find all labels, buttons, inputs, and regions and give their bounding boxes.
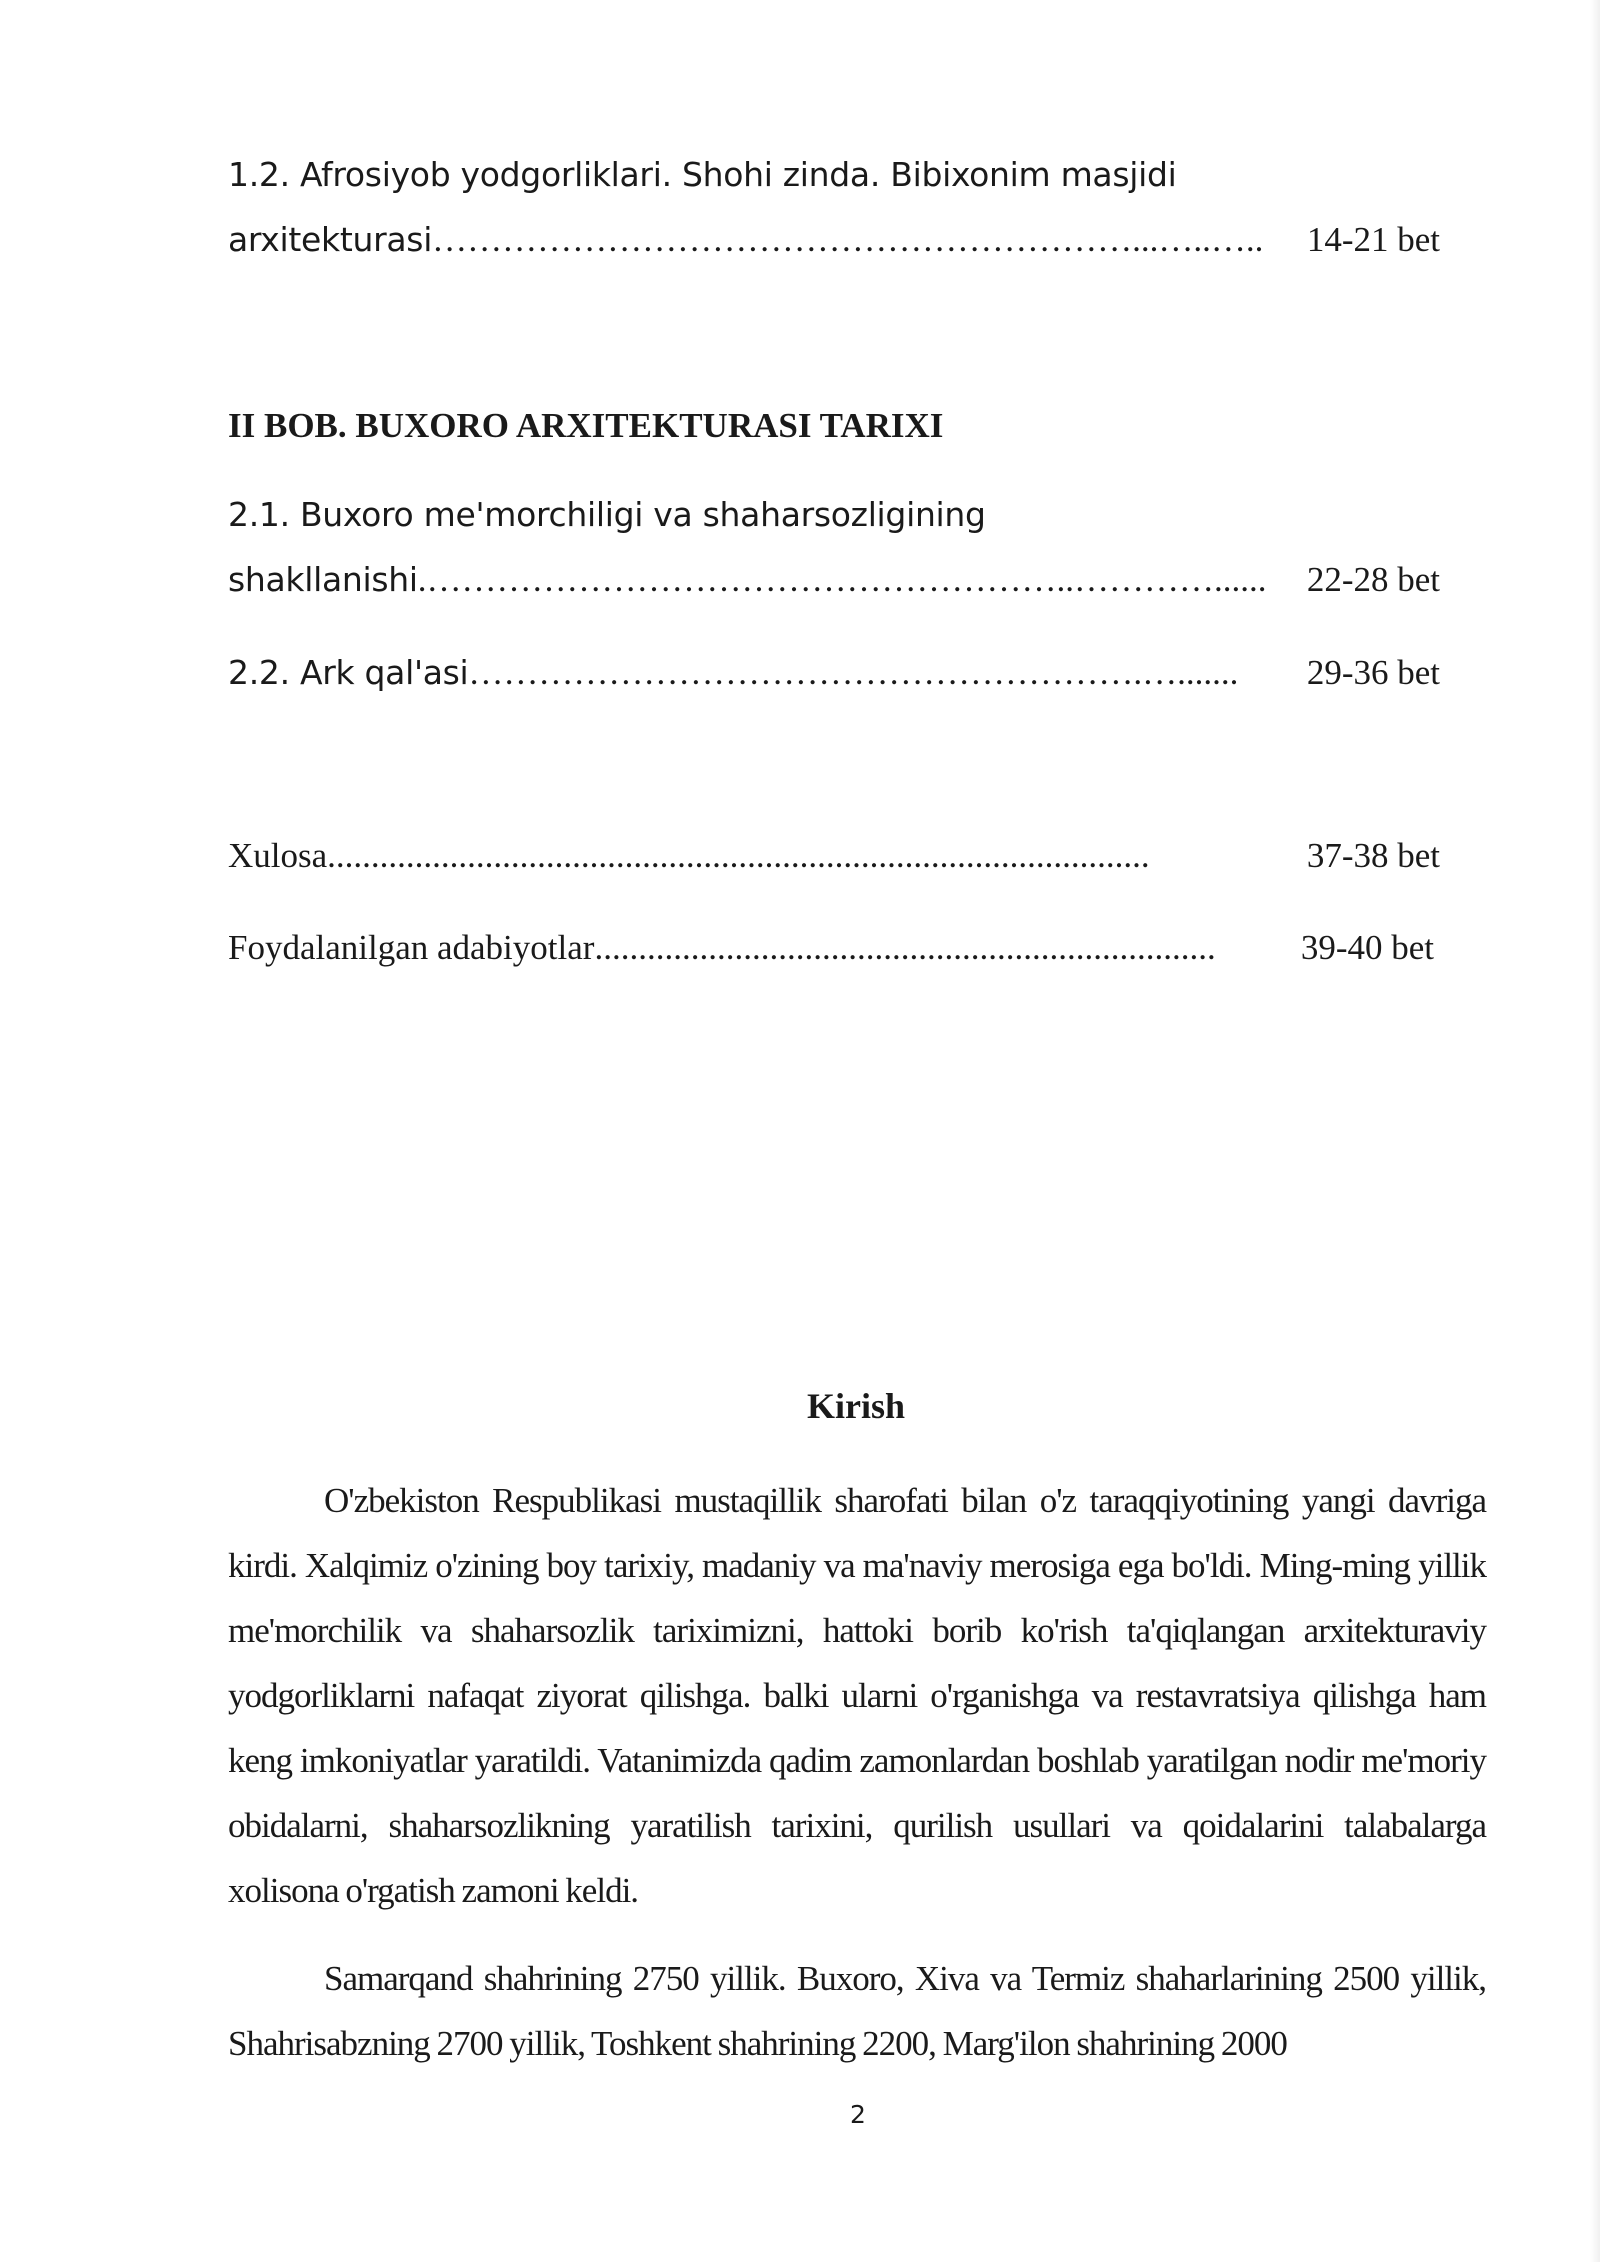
toc-item-2-1-label: shakllanishi	[228, 560, 418, 599]
toc-conclusion-pages: 37-38 bet	[1306, 836, 1440, 875]
toc-item-1-2-label: arxitekturasi	[228, 220, 433, 259]
toc-references-label: Foydalanilgan adabiyotlar	[228, 928, 595, 967]
toc-item-2-1-leader: .………………………………………………..…………......	[417, 562, 1267, 597]
chapter-2-title: II BOB. BUXORO ARXITEKTURASI TARIXI	[228, 406, 944, 445]
toc-item-1-2-leader: ……………………………………………………...…..…..	[432, 222, 1264, 257]
toc-item-2-2-entry	[228, 655, 1440, 690]
page-number: 2	[850, 2100, 866, 2129]
toc-references-pages: 39-40 bet	[1300, 928, 1434, 967]
toc-conclusion-leader: ..............................................................................................	[327, 838, 1150, 873]
introduction-heading: Kirish	[806, 1386, 905, 1426]
toc-conclusion-label: Xulosa	[228, 836, 328, 875]
toc-item-2-1-entry	[228, 562, 1440, 597]
toc-item-2-1-pages: 22-28 bet	[1306, 560, 1440, 599]
toc-item-1-2-title: 1.2. Afrosiyob yodgorliklari. Shohi zinda. Bibixonim masjidi	[228, 155, 1177, 194]
introduction-paragraph-1: O'zbekiston Respublikasi mustaqillik sharofati bilan o'z taraqqiyotining yangi davriga kirdi. Xalqimiz o'zining boy tarixiy, madaniy va ma'naviy merosiga ega bo'ldi. Ming-ming yillik me'morchilik va shaharsozlik tariximizni, hattoki borib ko'rish ta'qiqlangan arxitekturaviy yodgorliklarni nafaqat ziyorat qilishga. balki ularni o'rganishga va restavratsiya qilishga ham keng imkoniyatlar yaratildi. Vatanimizda qadim zamonlardan boshlab yaratilgan nodir me'moriy obidalarni, shaharsozlikning yaratilish tarixini, qurilish usullari va qoidalarini talabalarga xolisona o'rgatish zamoni keldi.	[228, 1481, 1486, 1910]
toc-references-leader: .......................................................................	[594, 930, 1216, 965]
toc-item-2-2-label: 2.2. Ark qal'asi	[228, 653, 469, 692]
toc-item-1-2-pages: 14-21 bet	[1306, 220, 1440, 259]
toc-references-entry	[228, 930, 1434, 965]
introduction-paragraph-2: Samarqand shahrining 2750 yillik. Buxoro, Xiva va Termiz shaharlarining 2500 yillik, Shahrisabzning 2700 yillik, Toshkent shahrining 2200, Marg'ilon shahrining 2000	[228, 1959, 1486, 2063]
toc-item-1-2-entry	[228, 222, 1440, 257]
toc-conclusion-entry	[228, 838, 1440, 873]
page-edge-shadow	[1590, 0, 1600, 2262]
toc-item-2-1-title: 2.1. Buxoro me'morchiligi va shaharsozligining	[228, 495, 986, 534]
toc-item-2-2-leader: ………………………………………………….….......	[468, 655, 1239, 690]
toc-item-2-2-pages: 29-36 bet	[1306, 653, 1440, 692]
